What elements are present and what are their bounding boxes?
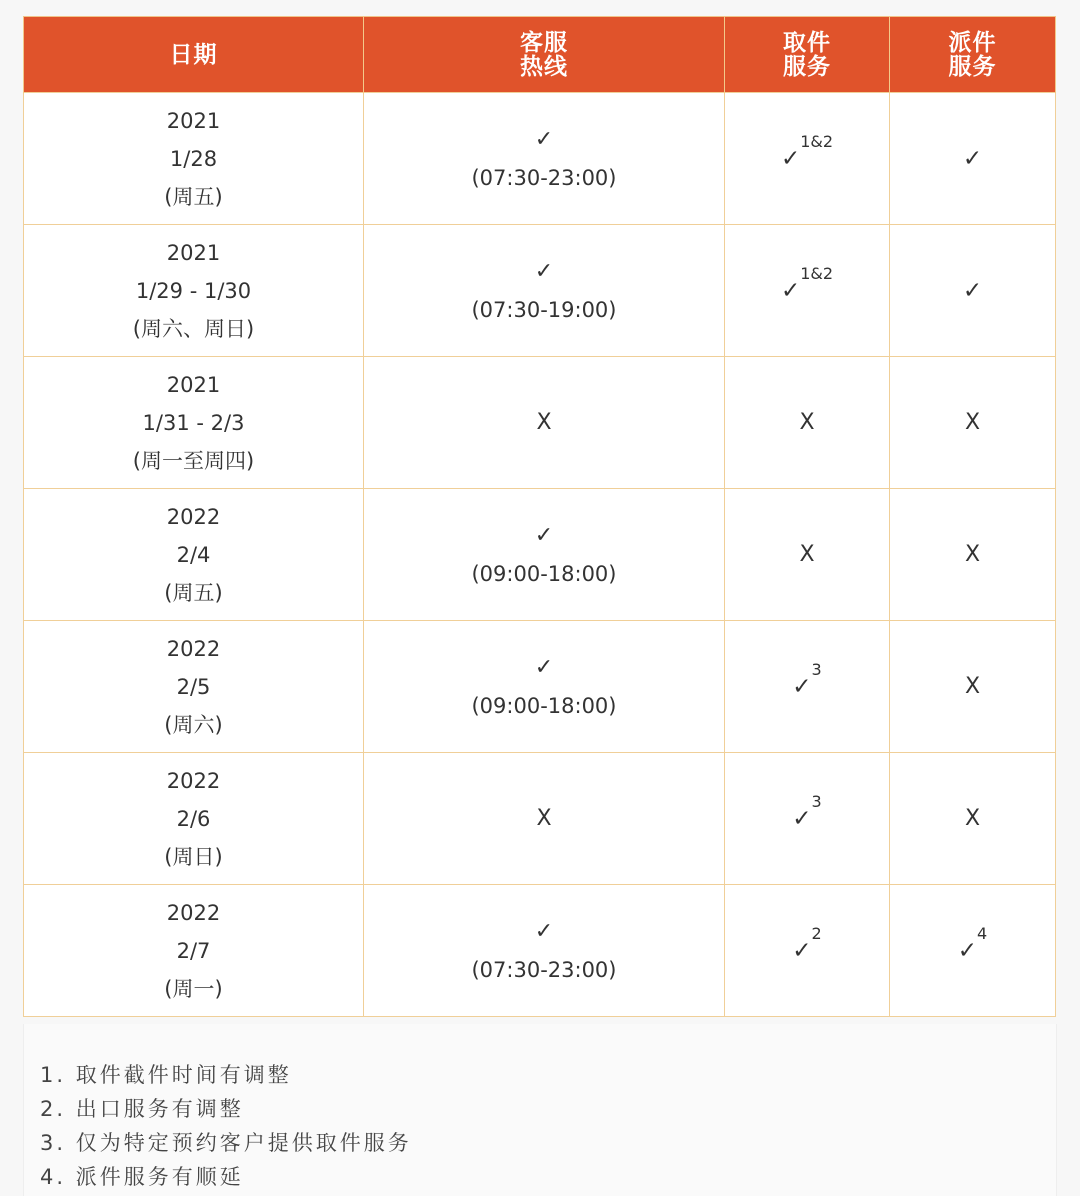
- delivery-status: [965, 542, 980, 567]
- footnotes-list: [24, 1024, 1056, 1194]
- table-row: [24, 489, 1056, 621]
- footnote-item: 1. 取件截件时间有调整: [40, 1063, 292, 1087]
- delivery-cell: [890, 225, 1056, 357]
- pickup-cell: [725, 93, 890, 225]
- check-icon: ✓: [534, 522, 554, 548]
- table-row: [24, 753, 1056, 885]
- date-cell: [24, 93, 364, 225]
- header-label-line: 日期: [169, 41, 218, 68]
- cross-icon: X: [799, 542, 815, 567]
- delivery-cell: [890, 753, 1056, 885]
- header-date: [24, 17, 364, 93]
- cross-icon: X: [536, 409, 552, 435]
- date-line: (周五): [164, 184, 223, 209]
- date-line: 2022: [166, 636, 221, 661]
- pickup-cell: [725, 621, 890, 753]
- pickup-status: [799, 542, 814, 567]
- cross-icon: X: [964, 806, 981, 831]
- cross-icon: X: [964, 674, 981, 699]
- hotline-cell: [364, 753, 725, 885]
- pickup-cell: [725, 357, 890, 489]
- footnote-ref: 1&2: [800, 131, 834, 151]
- date-line: 2/6: [176, 806, 211, 831]
- date-line: 2/7: [176, 938, 211, 963]
- footnote-ref: 3: [811, 791, 822, 811]
- check-icon: ✓: [780, 145, 801, 172]
- check-icon: ✓: [534, 126, 554, 152]
- footnote-ref: 1&2: [800, 263, 834, 283]
- date-cell: [24, 753, 364, 885]
- check-icon: ✓: [780, 277, 801, 304]
- footnote-item: 3. 仅为特定预约客户提供取件服务: [40, 1131, 412, 1155]
- check-icon: ✓: [792, 937, 812, 964]
- pickup-status: [792, 923, 822, 964]
- check-icon: ✓: [534, 258, 554, 284]
- header-label-line: 派件: [948, 29, 997, 56]
- delivery-status: [965, 806, 980, 831]
- date-line: 2/4: [176, 542, 211, 567]
- hotline-cell: [364, 621, 725, 753]
- check-icon: ✓: [962, 145, 983, 172]
- delivery-cell: [890, 357, 1056, 489]
- date-line: (周五): [164, 580, 223, 605]
- date-line: 2021: [166, 372, 221, 397]
- date-cell: [24, 225, 364, 357]
- header-label-line: 服务: [783, 53, 831, 80]
- date-cell: [24, 357, 364, 489]
- date-line: (周六): [164, 712, 223, 737]
- table-row: [24, 93, 1056, 225]
- table-header: [24, 17, 1056, 93]
- cross-icon: X: [799, 410, 815, 435]
- pickup-status: [780, 131, 834, 172]
- pickup-status: [792, 791, 822, 832]
- holiday-service-schedule-table: [23, 16, 1056, 1017]
- header-pickup: [725, 17, 890, 93]
- check-icon: ✓: [792, 673, 812, 700]
- table-body: [24, 93, 1056, 1017]
- pickup-status: [799, 410, 814, 435]
- table-row: [24, 357, 1056, 489]
- delivery-cell: [890, 93, 1056, 225]
- check-icon: ✓: [957, 937, 978, 964]
- footnote-ref: 3: [811, 659, 822, 679]
- pickup-cell: [725, 885, 890, 1017]
- hotline-hours: (07:30-23:00): [471, 165, 617, 190]
- delivery-status: [965, 410, 980, 435]
- date-line: (周六、周日): [132, 316, 255, 341]
- delivery-status: [963, 146, 982, 172]
- header-delivery: [890, 17, 1056, 93]
- date-line: 2022: [166, 768, 221, 793]
- date-line: (周日): [164, 844, 223, 869]
- date-line: 1/28: [169, 146, 218, 171]
- date-line: 2022: [166, 504, 221, 529]
- delivery-status: [965, 674, 980, 699]
- table-row: [24, 885, 1056, 1017]
- check-icon: ✓: [962, 277, 983, 304]
- delivery-status: [957, 923, 988, 964]
- hotline-hours: (09:00-18:00): [471, 693, 617, 718]
- date-line: 2022: [166, 900, 221, 925]
- table-row: [24, 621, 1056, 753]
- pickup-cell: [725, 489, 890, 621]
- date-cell: [24, 885, 364, 1017]
- hotline-cell: [364, 93, 725, 225]
- cross-icon: X: [964, 410, 981, 435]
- delivery-status: [963, 278, 982, 304]
- footnote-item: 2. 出口服务有调整: [40, 1097, 244, 1121]
- pickup-status: [780, 263, 834, 304]
- delivery-cell: [890, 885, 1056, 1017]
- date-line: 2021: [166, 240, 221, 265]
- date-line: (周一): [164, 976, 223, 1001]
- date-line: 2021: [166, 108, 221, 133]
- date-line: (周一至周四): [132, 448, 255, 473]
- hotline-cell: [364, 225, 725, 357]
- footnote-item: 4. 派件服务有顺延: [40, 1165, 244, 1189]
- hotline-hours: (07:30-23:00): [471, 957, 617, 982]
- pickup-cell: [725, 225, 890, 357]
- date-line: 1/29 - 1/30: [135, 278, 252, 303]
- header-label-line: 热线: [520, 53, 568, 80]
- date-cell: [24, 621, 364, 753]
- date-line: 1/31 - 2/3: [142, 410, 245, 435]
- hotline-hours: (09:00-18:00): [471, 561, 617, 586]
- table-row: [24, 225, 1056, 357]
- cross-icon: X: [964, 542, 981, 567]
- delivery-cell: [890, 621, 1056, 753]
- date-line: 2/5: [176, 674, 211, 699]
- header-label-line: 服务: [948, 53, 997, 80]
- schedule-table-container: [23, 16, 1055, 1017]
- header-hotline: [364, 17, 725, 93]
- footnote-ref: 4: [977, 923, 988, 943]
- hotline-hours: (07:30-19:00): [471, 297, 617, 322]
- footnote-ref: 2: [811, 923, 822, 943]
- hotline-cell: [364, 885, 725, 1017]
- cross-icon: X: [536, 805, 552, 831]
- header-label-line: 客服: [520, 29, 568, 56]
- delivery-cell: [890, 489, 1056, 621]
- check-icon: ✓: [534, 918, 554, 944]
- hotline-cell: [364, 357, 725, 489]
- header-row: [24, 17, 1056, 93]
- check-icon: ✓: [792, 805, 812, 832]
- hotline-cell: [364, 489, 725, 621]
- pickup-cell: [725, 753, 890, 885]
- date-cell: [24, 489, 364, 621]
- footnotes-panel: [23, 1024, 1057, 1196]
- header-label-line: 取件: [783, 29, 831, 56]
- check-icon: ✓: [534, 654, 554, 680]
- pickup-status: [792, 659, 822, 700]
